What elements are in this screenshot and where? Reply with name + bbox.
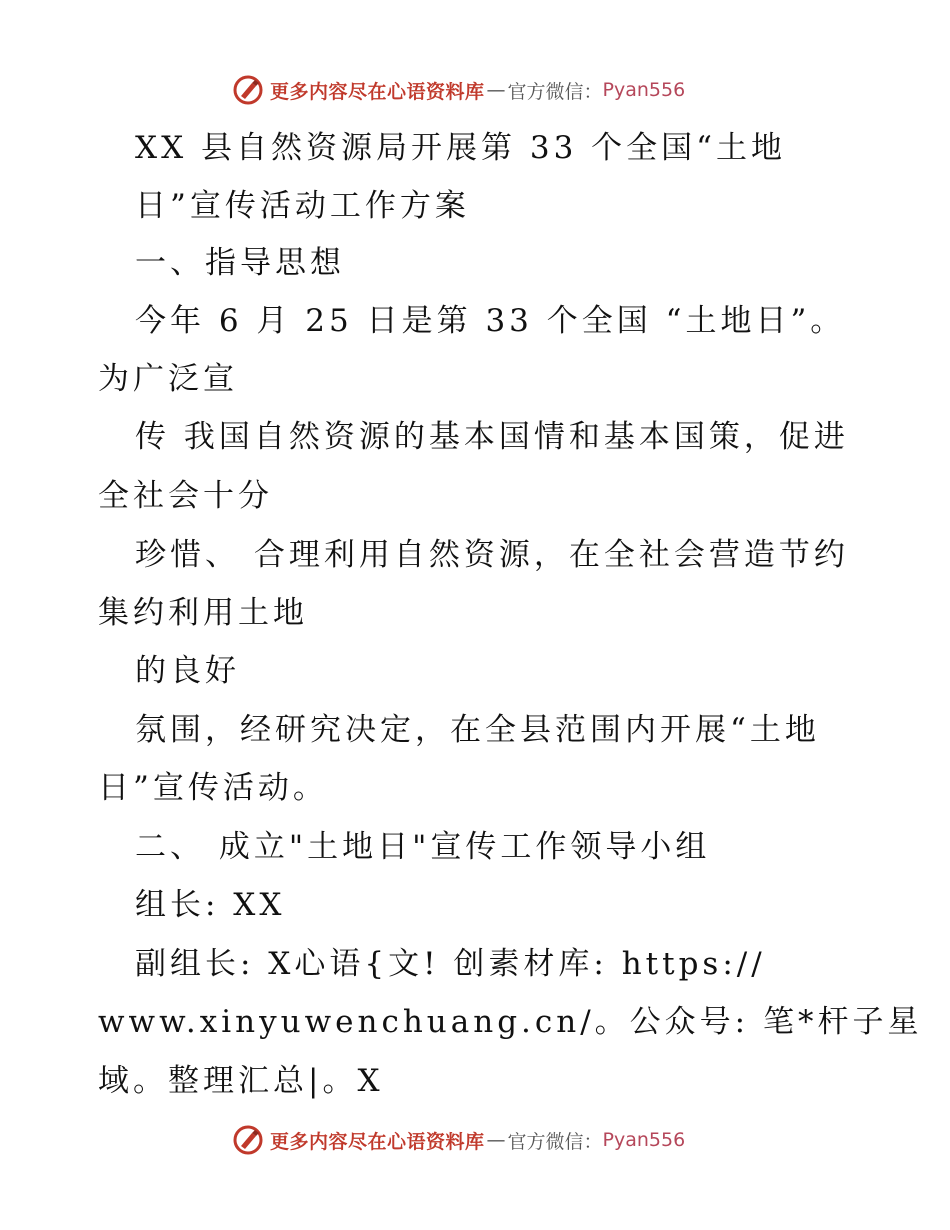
footer-banner bbox=[232, 1120, 685, 1160]
header-wechat-id: Pyan556 bbox=[602, 79, 686, 101]
doc-title-line-2: 日”宣传活动工作方案 bbox=[135, 188, 470, 224]
logo-icon bbox=[232, 1124, 264, 1156]
doc-title-line-1: XX 县自然资源局开展第 33 个全国“土地 bbox=[135, 130, 786, 166]
paragraph-line: 的良好 bbox=[135, 653, 240, 689]
footer-wechat-id: Pyan556 bbox=[602, 1129, 686, 1151]
paragraph-line: 珍惜、 合理利用自然资源，在全社会营造节约 bbox=[135, 537, 849, 573]
header-banner bbox=[232, 70, 685, 110]
paragraph-line: 全社会十分 bbox=[98, 478, 273, 514]
header-sub-text: 官方微信： bbox=[507, 80, 603, 103]
paragraph-line: www.xinyuwenchuang.cn/。公众号: 笔*杆子星 bbox=[98, 1004, 923, 1040]
logo-icon bbox=[232, 74, 264, 106]
section-heading-2: 二、 成立"土地日"宣传工作领导小组 bbox=[135, 829, 711, 865]
paragraph-line: 传 我国自然资源的基本国情和基本国策，促进 bbox=[135, 419, 849, 455]
footer-main-text: 更多内容尽在心语资料库 bbox=[270, 1130, 485, 1153]
paragraph-line: 日”宣传活动。 bbox=[98, 770, 328, 806]
paragraph-line: 集约利用土地 bbox=[98, 595, 308, 631]
header-separator: — bbox=[486, 79, 506, 101]
paragraph-line: 今年 6 月 25 日是第 33 个全国 “土地日”。 bbox=[135, 303, 846, 339]
footer-sub-text: 官方微信： bbox=[507, 1130, 603, 1153]
paragraph-line: 为广泛宣 bbox=[98, 361, 238, 397]
header-main-text: 更多内容尽在心语资料库 bbox=[270, 80, 485, 103]
paragraph-line: 域。整理汇总|。X bbox=[98, 1063, 384, 1099]
deputy-leader-line: 副组长: X心语{文! 创素材库: https:// bbox=[135, 946, 766, 982]
paragraph-line: 氛围，经研究决定，在全县范围内开展“土地 bbox=[135, 712, 820, 748]
footer-separator: — bbox=[486, 1129, 506, 1151]
section-heading-1: 一、指导思想 bbox=[135, 245, 345, 281]
leader-line: 组长: XX bbox=[135, 887, 286, 923]
